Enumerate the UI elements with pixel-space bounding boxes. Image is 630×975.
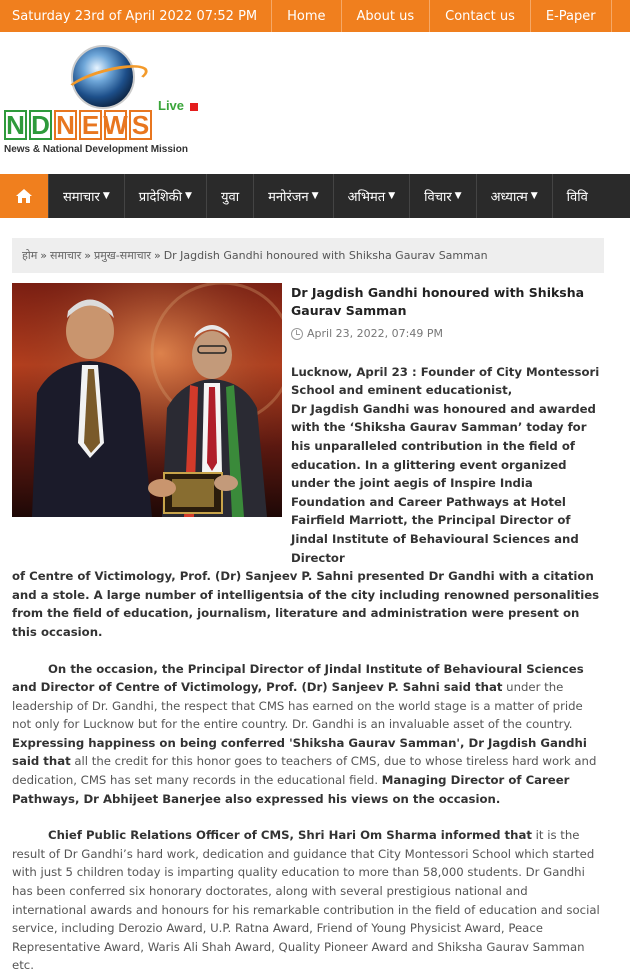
text-bold: On the occasion, the Principal Director of Jindal Institute of Behavioural Sciences and Director of Centre of Victimology, Prof. (Dr) Sanjeev P. Sahni said that (12, 661, 584, 695)
breadcrumb-separator: » (153, 249, 161, 262)
nav-item-yuva[interactable] (206, 174, 253, 218)
logo-letter: N (54, 110, 77, 140)
logo-letter: E (79, 110, 102, 140)
article-body (12, 283, 604, 975)
text-regular: all the credit for this honor goes to teachers of CMS, due to whose tireless hard work and dedication, CMS has set many records in the educational field. (12, 754, 597, 788)
breadcrumb-home[interactable]: होम (22, 249, 38, 262)
nav-item-label: विचार (424, 190, 452, 205)
caret-down-icon: ▼ (185, 191, 192, 201)
logo-wordmark (4, 110, 152, 140)
nav-item-vivi[interactable] (552, 174, 602, 218)
nav-item-label: विवि (566, 190, 588, 205)
main-nav (0, 174, 630, 218)
top-bar (0, 0, 630, 32)
home-icon (15, 188, 33, 204)
about-link[interactable]: About us (342, 0, 431, 32)
breadcrumb-separator: » (40, 249, 48, 262)
nav-item-adhyatm[interactable] (476, 174, 552, 218)
nav-item-abhimat[interactable] (333, 174, 410, 218)
paragraph-lead: Lucknow, April 23 : Founder of City Montessori School and eminent educationist, (291, 364, 600, 398)
nav-item-samachar[interactable] (48, 174, 124, 218)
breadcrumb-current: Dr Jagdish Gandhi honoured with Shiksha Gaurav Samman (163, 249, 488, 262)
nav-item-label: अभिमत (347, 190, 386, 205)
article-paragraph-3 (12, 826, 604, 975)
logo-live-label: Live (158, 98, 185, 113)
nav-item-label: प्रादेशिकी (138, 190, 183, 205)
nav-home-button[interactable] (0, 174, 48, 218)
nav-item-manoranjan[interactable] (253, 174, 332, 218)
nav-item-label: मनोरंजन (268, 190, 309, 205)
contact-link[interactable]: Contact us (430, 0, 531, 32)
caret-down-icon: ▼ (311, 191, 319, 201)
nav-item-label: युवा (220, 190, 240, 205)
nav-item-pradeshiki[interactable] (124, 174, 206, 218)
epaper-link[interactable]: E-Paper (531, 0, 612, 32)
clock-icon (291, 328, 303, 340)
text-regular: it is the result of Dr Gandhi’s hard work, dedication and guidance that City Montessori School which started with just 5 children today is imparting quality education to more than 58,000 students. Dr Gandhi has been conferred six honorary doctorates, along with several prestigious national and international awards and honours for his remarkable contribution in the field of education and social service, including Derozio Award, U.P. Ratna Award, Friend of Young Physicist Award, Peace Representative Award, Waris Ali Shah Award, Quality Pioneer Award and Shiksha Gaurav Samman etc. (12, 828, 600, 973)
breadcrumb-separator: » (84, 249, 91, 262)
caret-down-icon: ▼ (102, 191, 110, 201)
current-date: Saturday 23rd of April 2022 07:52 PM (0, 0, 272, 32)
paragraph-tail: of Centre of Victimology, Prof. (Dr) Sanjeev P. Sahni presented Dr Gandhi with a citation and a stole. A large number of intelligentsia of the city including renowned personalities from the field of education, journalism, literature and administration were present on this occasion. (12, 569, 600, 639)
text-bold: Managing Director of Career Pathways, Dr Abhijeet Banerjee also expressed his views on the occasion. (12, 773, 570, 806)
article-date-line (291, 325, 604, 344)
breadcrumb-section[interactable]: समाचार (50, 249, 82, 262)
text-bold: Chief Public Relations Officer of CMS, Shri Hari Om Sharma informed that (48, 828, 532, 843)
nav-item-label: समाचार (63, 190, 100, 205)
nav-item-vichar[interactable] (409, 174, 475, 218)
logo-tagline: News & National Development Mission (4, 144, 188, 155)
breadcrumb (12, 238, 604, 273)
home-link[interactable]: Home (272, 0, 341, 32)
caret-down-icon: ▼ (454, 191, 462, 201)
text-bold: Expressing happiness on being conferred 'Shiksha Gaurav Samman', Dr Jagdish Gandhi said that (12, 735, 587, 769)
globe-icon (71, 45, 135, 109)
caret-down-icon: ▼ (388, 191, 396, 201)
nav-item-label: अध्यात्म (490, 190, 528, 205)
paragraph-lead-continued: Dr Jagdish Gandhi was honoured and awarded with the ‘Shiksha Gaurav Samman’ today for his unparalleled contribution in the field of education. In a glittering event organized under the joint aegis of Inspire India Foundation and Career Pathways at Hotel Fairfield Marriott, the Principal Director of Jindal Institute of Behavioural Sciences and Director (291, 401, 596, 565)
site-header (0, 32, 630, 174)
article-paragraph-2 (12, 660, 604, 809)
article-title: Dr Jagdish Gandhi honoured with Shiksha Gaurav Samman (291, 285, 585, 318)
logo-letter: W (103, 109, 128, 140)
logo-letter: N (4, 110, 27, 140)
breadcrumb-subsection[interactable]: प्रमुख-समाचार (93, 249, 151, 262)
logo-letter: D (29, 110, 52, 140)
caret-down-icon: ▼ (530, 191, 538, 201)
article-date: April 23, 2022, 07:49 PM (307, 327, 443, 340)
live-dot-icon (190, 103, 198, 111)
text-regular: under the leadership of Dr. Gandhi, the respect that CMS has earned on the world stage is a matter of pride not only for Lucknow but for the entire country. Dr. Gandhi is an invaluable asset of the country. (12, 680, 583, 732)
logo-letter: S (129, 110, 152, 140)
article-paragraph-1 (12, 363, 604, 642)
